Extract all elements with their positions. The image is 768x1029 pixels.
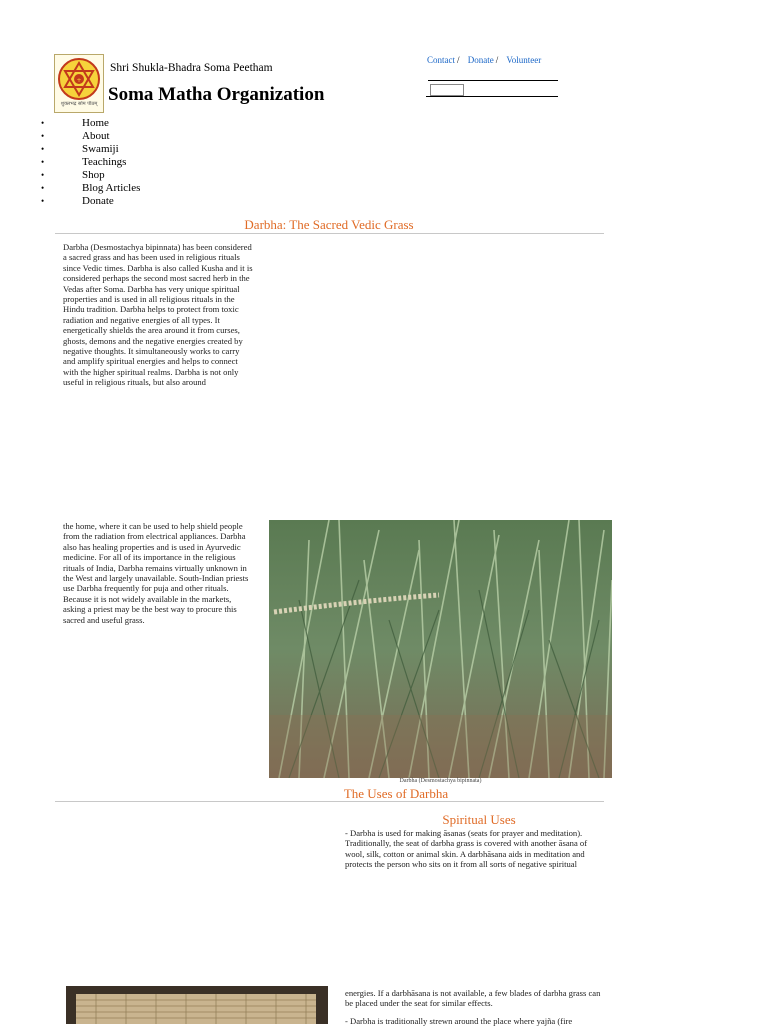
nav-item-blog-articles[interactable]: • Blog Articles <box>41 182 141 194</box>
bullet-icon: • <box>41 144 45 154</box>
search-underline <box>426 96 558 97</box>
uses-divider <box>55 801 604 802</box>
bullet-icon: • <box>41 118 45 128</box>
organization-title: Soma Matha Organization <box>108 84 325 105</box>
organization-logo[interactable] <box>54 54 104 113</box>
link-separator: / <box>457 55 460 65</box>
spiritual-paragraph-1: - Darbha is used for making āsanas (seats for prayer and meditation). Traditionally, the seat of darbha grass is covered with another āsana of wool, silk, cotton or animal skin. A darbhāsana aids in meditation and protects the person who sits on it from all sorts of negative spiritual <box>345 828 588 870</box>
contact-link[interactable]: Contact <box>427 55 455 65</box>
darbha-grass-photo <box>269 520 612 778</box>
article-paragraph-1: Darbha (Desmostachya bipinnata) has been considered a sacred grass and has been used in religious rituals since Vedic times. Darbha is also called Kusha and it is considered perhaps the second most sacred herb in the Vedas after Soma. Darbha has very unique spiritual properties and is used in all religious rituals in the Hindu tradition. Darbha helps to protect from toxic radiation and negative energies of all types. It energetically shields the area around it from curses, ghosts, demons and the negative energies created by negative thoughts. It simultaneously works to carry and amplify spiritual energies and helps to connect with the higher spiritual realms. Darbha is not only useful in religious rituals, but also around <box>63 242 253 388</box>
donate-link[interactable]: Donate <box>467 55 494 65</box>
nav-item-home[interactable]: • Home <box>41 117 109 129</box>
bullet-icon: • <box>41 170 45 180</box>
nav-item-donate[interactable]: • Donate <box>41 195 114 207</box>
title-divider <box>55 233 604 234</box>
nav-item-about[interactable]: • About <box>41 130 110 142</box>
volunteer-link[interactable]: Volunteer <box>506 55 542 65</box>
bullet-icon: • <box>41 196 45 206</box>
article-paragraph-2: the home, where it can be used to help shield people from the radiation from electrical appliances. Darbha also has healing properties and is used in Ayurvedic medicine. For all of its importance in the religious rituals of India, Darbha remains virtually unknown in the West and largely unavailable. South-Indian priests use Darbha frequently for puja and other rituals. Because it is not widely available in the markets, asking a priest may be the best way to procure this sacred and useful grass. <box>63 521 249 625</box>
bullet-icon: • <box>41 157 45 167</box>
header-divider <box>428 80 558 81</box>
spiritual-paragraph-3: - Darbha is traditionally strewn around the place where yajña (fire <box>345 1016 573 1026</box>
search-input[interactable] <box>430 84 464 96</box>
spiritual-paragraph-2: energies. If a darbhāsana is not available, a few blades of darbha grass can be placed under the seat for similar effects. <box>345 988 601 1009</box>
bullet-icon: • <box>41 131 45 141</box>
uses-title: The Uses of Darbha <box>343 786 449 801</box>
nav-item-shop[interactable]: • Shop <box>41 169 105 181</box>
svg-text:+: + <box>76 77 82 84</box>
darbha-mat-photo <box>66 986 328 1024</box>
spiritual-uses-title: Spiritual Uses <box>442 812 516 827</box>
top-links <box>427 55 541 65</box>
bullet-icon: • <box>41 183 45 193</box>
search-area <box>426 84 558 96</box>
nav-item-swamiji[interactable]: • Swamiji <box>41 143 119 155</box>
logo-caption: शुक्लभद्र सोम पीठम् <box>60 101 98 107</box>
main-navigation <box>40 117 140 208</box>
article-title: Darbha: The Sacred Vedic Grass <box>244 217 414 232</box>
photo-caption: Darbha (Desmostachya bipinnata) <box>399 778 482 784</box>
organization-subtitle: Shri Shukla-Bhadra Soma Peetham <box>110 62 273 74</box>
link-separator: / <box>495 55 499 65</box>
nav-item-teachings[interactable]: • Teachings <box>41 156 127 168</box>
